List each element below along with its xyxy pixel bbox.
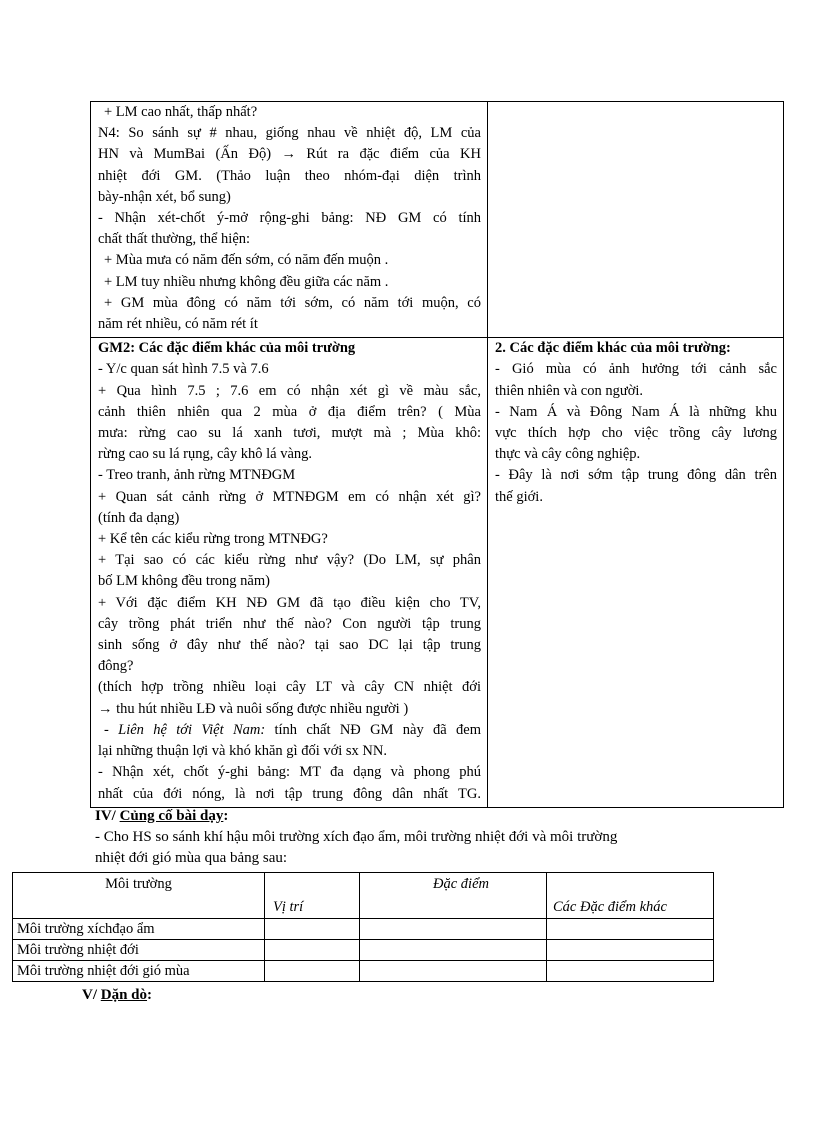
text-line: + LM cao nhất, thấp nhất? (104, 104, 258, 120)
empty-cell (360, 961, 547, 982)
section-colon: : (223, 808, 229, 824)
text-line: đông? (98, 658, 134, 675)
text-line: - Nhận xét-chốt ý-mở rộng-ghi bảng: NĐ GM có tính (98, 210, 481, 227)
section-4-instruction-cont: nhiệt đới gió mùa qua bảng sau: (95, 850, 288, 866)
text-line: - Treo tranh, ảnh rừng MTNĐGM (98, 467, 296, 484)
text-line: nhất của đới nóng, là nơi tập trung đông dân nhất TG. (98, 785, 481, 802)
text-line: thực và cây công nghiệp. (495, 446, 641, 463)
comparison-row (13, 961, 714, 982)
row2-left-cell (91, 338, 488, 807)
header-environment: Môi trường (13, 873, 265, 919)
text-line: → thu hút nhiều LĐ và nuôi sống được nhiều người ) (98, 700, 409, 717)
section-number: IV/ (95, 808, 120, 824)
section-4-heading (95, 806, 228, 827)
content-heading: 2. Các đặc điểm khác của môi trường: (495, 340, 731, 357)
section-4-instruction: - Cho HS so sánh khí hậu môi trường xích đạo ẩm, môi trường nhiệt đới và môi trường (95, 829, 618, 845)
empty-cell (360, 919, 547, 940)
lesson-row-2 (91, 338, 784, 807)
lesson-row-1 (91, 102, 784, 338)
text-line: cây trồng phát triển như thế nào? Con người tập trung (98, 615, 481, 632)
vietnam-link-label: - Liên hệ tới Việt Nam: (104, 721, 266, 738)
lesson-table (90, 101, 784, 808)
text-line: thế giới. (495, 488, 543, 505)
text-line: + Kể tên các kiểu rừng trong MTNĐG? (98, 531, 328, 548)
header-characteristics: Đặc điểm (360, 873, 547, 919)
text-line: bố LM không đều trong năm) (98, 573, 270, 590)
header-other-characteristics: Các Đặc điểm khác (547, 873, 714, 919)
text-line: bày-nhận xét, bổ sung) (98, 188, 231, 205)
text-line: thiên nhiên và con người. (495, 382, 644, 399)
row1-left-cell (91, 102, 488, 338)
empty-cell (265, 961, 360, 982)
text-line: - Gió mùa có ảnh hưởng tới cảnh sắc (495, 361, 777, 378)
text-line: - Nhận xét, chốt ý-ghi bảng: MT đa dạng và phong phú (98, 764, 481, 781)
text-line: rừng cao su lá rụng, cây khô lá vàng. (98, 446, 313, 463)
text-line: + Quan sát cảnh rừng ở MTNĐGM em có nhận xét gì? (98, 488, 481, 505)
environment-name: Môi trường nhiệt đới gió mùa (13, 961, 265, 982)
text-line: lại những thuận lợi và khó khăn gì đối với sx NN. (98, 743, 388, 760)
text-line: N4: So sánh sự # nhau, giống nhau về nhiệt độ, LM của (98, 125, 481, 142)
text-line: (tính đa dạng) (98, 509, 180, 526)
text-line: nhiệt đới GM. (Thảo luận theo nhóm-đại diện trình (98, 167, 481, 184)
text-line: - Nam Á và Đông Nam Á là những khu (495, 403, 777, 420)
empty-cell (360, 940, 547, 961)
text-line: + LM tuy nhiều nhưng không đều giữa các năm . (104, 273, 389, 290)
text-line: HN và MumBai (Ấn Độ) → Rút ra đặc điểm của KH (98, 146, 481, 163)
text-line: + GM mùa đông có năm tới sớm, có năm tới muộn, có (104, 294, 481, 311)
text-line: + Tại sao có các kiểu rừng như vậy? (Do LM, sự phân (98, 552, 481, 569)
text-line: mưa: rừng cao su lá xanh tươi, mượt mà ; Mùa khô: (98, 425, 481, 442)
text-line: chất thất thường, thể hiện: (98, 231, 251, 248)
section-number: V/ (82, 987, 101, 1003)
header-location: Vị trí (265, 873, 360, 919)
text-line: + Với đặc điểm KH NĐ GM đã tạo điều kiện cho TV, (98, 594, 481, 611)
text-line: (thích hợp trồng nhiều loại cây LT và cây CN nhiệt đới (98, 679, 481, 696)
text-line (98, 720, 481, 741)
comparison-header-row (13, 873, 714, 919)
section-colon: : (147, 987, 153, 1003)
environment-name: Môi trường nhiệt đới (13, 940, 265, 961)
section-title: Củng cố bài dạy (119, 808, 224, 824)
section-5-heading (82, 985, 152, 1006)
comparison-table (12, 872, 714, 982)
empty-cell (265, 940, 360, 961)
activity-heading: GM2: Các đặc điểm khác của môi trường (98, 340, 356, 357)
text-line: + Qua hình 7.5 ; 7.6 em có nhận xét gì về màu sắc, (98, 382, 481, 399)
vietnam-link-text: tính chất NĐ GM này đã đem (265, 721, 481, 738)
text-line: vực thích hợp cho việc trồng cây lương (495, 425, 777, 442)
text-line: - Y/c quan sát hình 7.5 và 7.6 (98, 361, 269, 378)
empty-cell (547, 940, 714, 961)
comparison-row (13, 940, 714, 961)
environment-name: Môi trường xíchđạo ẩm (13, 919, 265, 940)
text-line: - Đây là nơi sớm tập trung đông dân trên (495, 467, 777, 484)
text-line: cảnh thiên nhiên qua 2 mùa ở địa điểm trên? ( Mùa (98, 403, 481, 420)
section-title: Dặn dò (100, 987, 148, 1003)
row1-right-cell (488, 102, 784, 338)
empty-cell (265, 919, 360, 940)
text-line: sinh sống ở đây như thế nào? tại sao DC lại tập trung (98, 637, 481, 654)
row2-right-cell (488, 338, 784, 807)
text-line: năm rét nhiều, có năm rét ít (98, 316, 258, 333)
comparison-row (13, 919, 714, 940)
empty-cell (547, 919, 714, 940)
text-line: + Mùa mưa có năm đến sớm, có năm đến muộn . (104, 252, 389, 269)
empty-cell (547, 961, 714, 982)
